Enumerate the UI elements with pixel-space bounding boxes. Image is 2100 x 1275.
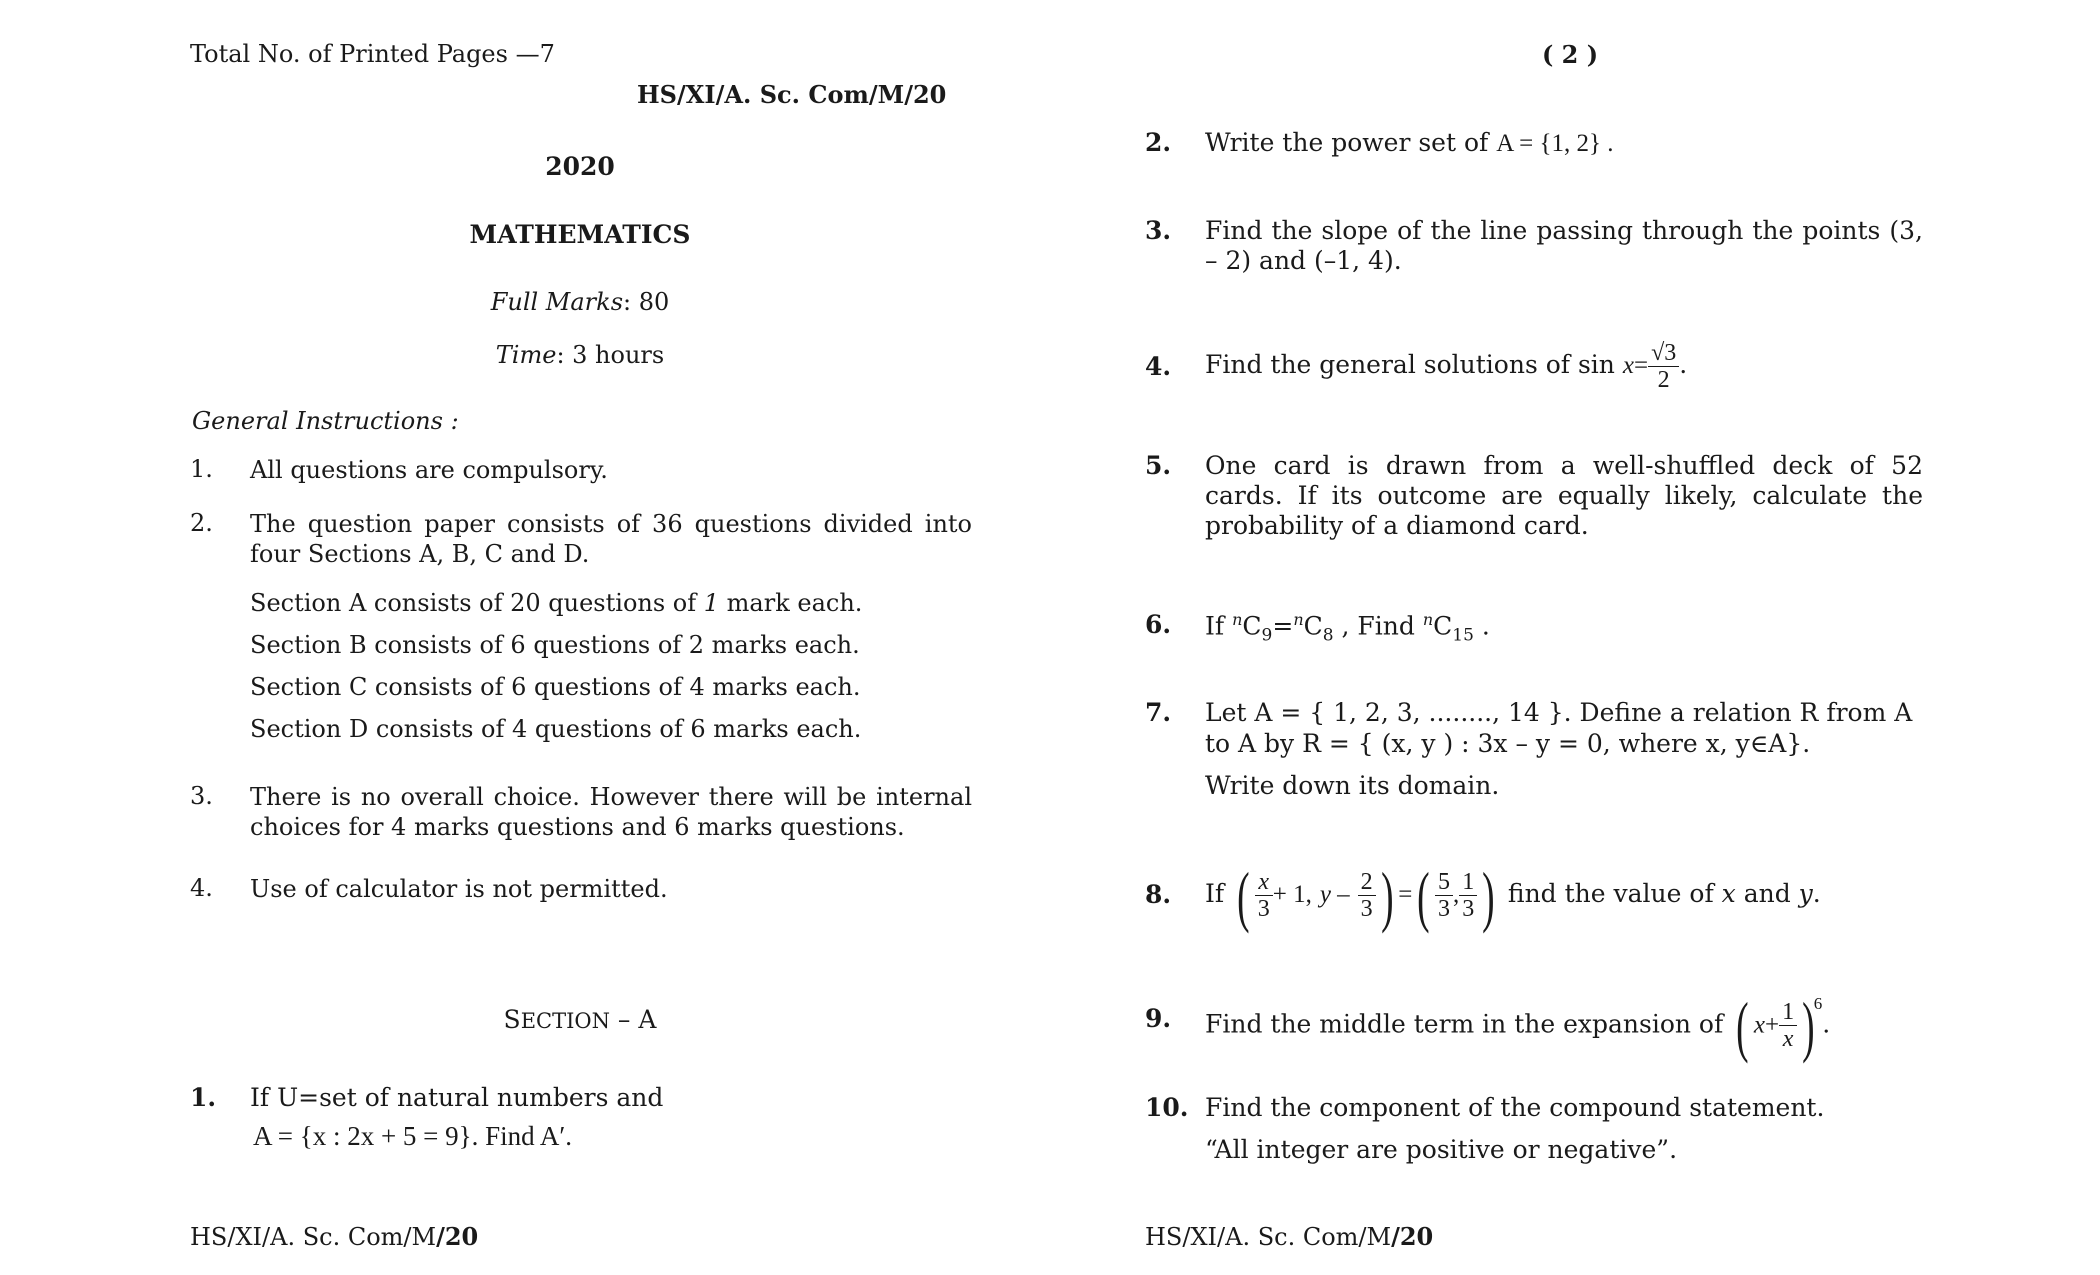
exam-year: 2020 <box>545 152 615 181</box>
question-7-line-3: Write down its domain. <box>1205 771 1500 800</box>
section-b-info: Section B consists of 6 questions of 2 marks each. <box>250 631 860 659</box>
question-5-text: One card is drawn from a well-shuffled deck of 52 cards. If its outcome are equally likely, calculate the probability of a diamond card. <box>1205 451 1923 540</box>
right-paren: ) <box>1380 857 1394 934</box>
instruction-number: 3. <box>190 782 213 810</box>
instruction-text: There is no overall choice. However there will be internal choices for 4 marks questions and 6 marks questions. <box>250 783 972 841</box>
question-6-text: If $^nC_9=^nC_8$ , Find $^nC_{15}$ . <box>1205 610 1490 646</box>
instruction-text: The question paper consists of 36 questions divided into four Sections A, B, C and D. <box>250 510 972 568</box>
question-10-line-1: Find the component of the compound statement. <box>1205 1093 1825 1122</box>
question-1-line-2: A = {x : 2x + 5 = 9}. Find A′. <box>253 1121 573 1151</box>
left-paren: ( <box>1237 857 1250 934</box>
page-number: ( 2 ) <box>1541 40 1599 69</box>
question-number: 2. <box>1145 128 1172 157</box>
instruction-text: All questions are compulsory. <box>250 456 608 484</box>
full-marks-label: Full Marks <box>490 288 624 316</box>
question-number: 3. <box>1145 216 1172 245</box>
question-4-text: Find the general solutions of sin x= $\frac{√3}{2}$ . <box>1205 340 1688 393</box>
printed-pages-count: Total No. of Printed Pages —7 <box>190 40 555 68</box>
section-a-heading: SECTION – A <box>503 1005 657 1034</box>
instruction-number: 1. <box>190 455 213 483</box>
question-number: 9. <box>1145 1004 1172 1033</box>
question-number: 5. <box>1145 451 1172 480</box>
right-paren: ) <box>1802 987 1815 1064</box>
question-number: 6. <box>1145 610 1172 639</box>
question-8-text: If ( $\frac{x}{3}$ + 1, y – $\frac{2}{3}$ ) =( $\frac{5}{3}$ , $\frac{1}{3}$ ) find the value of x and y. <box>1205 857 1821 934</box>
question-number: 8. <box>1145 880 1172 909</box>
question-10-line-2: “All integer are positive or negative”. <box>1205 1135 1678 1164</box>
instructions-heading: General Instructions : <box>192 407 459 435</box>
sqrt3-over-2-fraction: $\frac{√3}{2}$ <box>1648 340 1679 393</box>
question-number: 1. <box>190 1083 217 1112</box>
subject-title: MATHEMATICS <box>469 220 691 249</box>
right-paren: ) <box>1482 857 1495 934</box>
full-marks <box>430 288 730 316</box>
power-set-expression: A = {1, 2} . <box>1496 130 1614 157</box>
question-2-text: Write the power set of A = {1, 2} . <box>1205 128 1614 157</box>
question-number: 7. <box>1145 698 1172 727</box>
question-number: 4. <box>1145 352 1172 381</box>
instruction-number: 4. <box>190 874 213 902</box>
left-paren: ( <box>1736 987 1749 1064</box>
left-paren: ( <box>1417 857 1430 934</box>
section-d-info: Section D consists of 4 questions of 6 marks each. <box>250 715 862 743</box>
question-7-line-2: to A by R = { (x, y ) : 3x – y = 0, where x, y∈A}. <box>1205 729 1811 758</box>
question-1-line-1: If U=set of natural numbers and <box>250 1083 664 1112</box>
time-value: : 3 hours <box>556 341 665 369</box>
question-number: 10. <box>1145 1093 1189 1122</box>
right-page <box>1050 0 2100 1275</box>
exam-time <box>430 341 730 369</box>
question-9-text: Find the middle term in the expansion of ( x+ $\frac{1}{x}$ )$^6$. <box>1205 987 1831 1064</box>
footer-code: HS/XI/A. Sc. Com/M/20 <box>190 1222 479 1251</box>
instruction-text: Use of calculator is not permitted. <box>250 875 668 903</box>
footer-code: HS/XI/A. Sc. Com/M/20 <box>1145 1222 1434 1251</box>
section-a-info: Section A consists of 20 questions of 1 mark each. <box>250 589 863 617</box>
time-label: Time <box>495 341 557 369</box>
question-7-line-1: Let A = { 1, 2, 3, ........, 14 }. Define a relation R from A <box>1205 698 1913 727</box>
section-c-info: Section C consists of 6 questions of 4 marks each. <box>250 673 861 701</box>
paper-code: HS/XI/A. Sc. Com/M/20 <box>637 80 947 109</box>
full-marks-value: : 80 <box>623 288 670 316</box>
instruction-number: 2. <box>190 509 213 537</box>
question-3-text: Find the slope of the line passing through the points (3, – 2) and (–1, 4). <box>1205 216 1923 275</box>
